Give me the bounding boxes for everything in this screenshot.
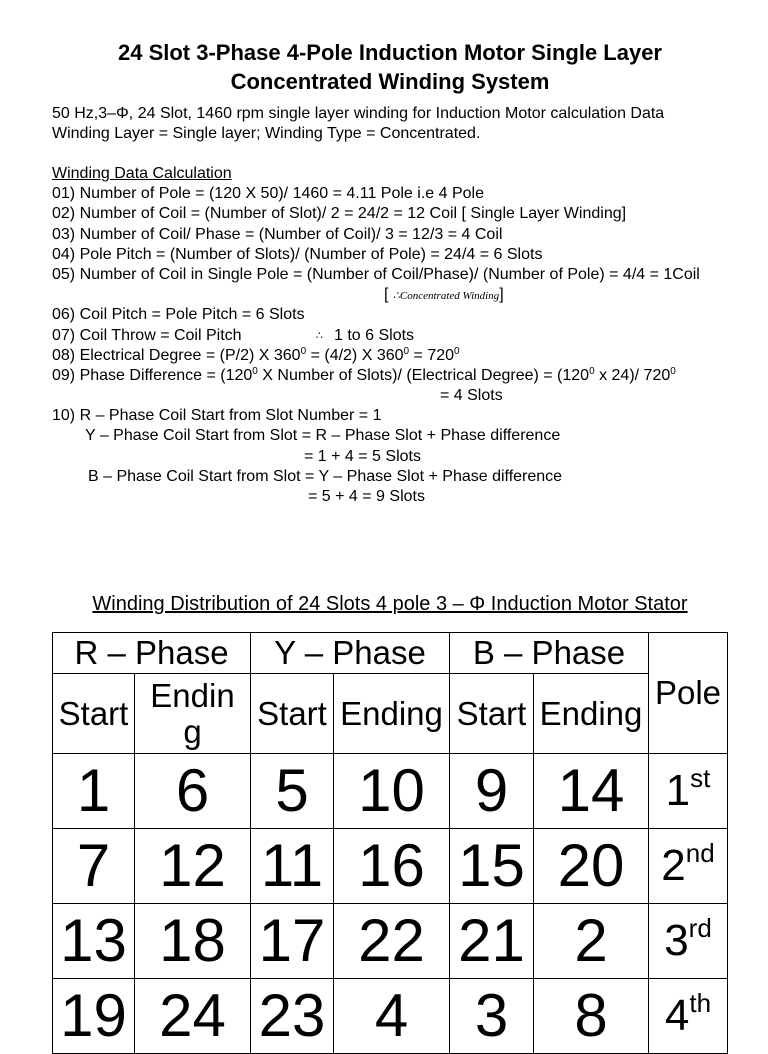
pole-header: Pole (649, 633, 728, 754)
pole-number: 1 (665, 766, 691, 815)
pole-ordinal: st (690, 763, 711, 793)
coil-throw-label: 07) Coil Throw = Coil Pitch (52, 326, 242, 344)
degree-mark: 0 (300, 345, 307, 357)
table-row (53, 904, 728, 979)
electrical-degree-b: = (4/2) X 360 (306, 346, 404, 364)
y-end-cell: 22 (334, 904, 450, 979)
phase-diff-c: x 24)/ 720 (594, 366, 671, 384)
concentrated-winding-note: ∴Concentrated Winding (392, 290, 500, 303)
calc-line-10-y-result-row (52, 447, 752, 467)
b-phase-header: B – Phase (450, 633, 649, 674)
y-start-cell: 17 (251, 904, 334, 979)
r-ending-header-part-1: Endin (150, 676, 235, 714)
pole-cell (649, 979, 728, 1054)
calc-line-02: 02) Number of Coil = (Number of Slot)/ 2 = 24/2 = 12 Coil [ Single Layer Winding] (52, 205, 627, 223)
y-phase-result: = 1 + 4 = 5 Slots (304, 447, 421, 465)
pole-number: 3 (664, 916, 689, 965)
b-phase-start: B – Phase Coil Start from Slot = Y – Phase Slot + Phase difference (88, 467, 563, 485)
y-phase-start: Y – Phase Coil Start from Slot = R – Phase Slot + Phase difference (85, 427, 561, 445)
pole-cell (649, 904, 728, 979)
table-row (53, 754, 728, 829)
y-start-cell: 23 (251, 979, 334, 1054)
y-end-cell: 16 (334, 829, 450, 904)
table-row (53, 979, 728, 1054)
calc-line-10-b-result-row (52, 487, 752, 507)
pole-cell (649, 829, 728, 904)
r-start-cell: 1 (53, 754, 135, 829)
phase-diff-result: = 4 Slots (440, 387, 503, 405)
pole-ordinal: th (689, 988, 712, 1018)
r-start-cell: 19 (53, 979, 135, 1054)
degree-mark: 0 (403, 345, 410, 357)
b-end-cell: 14 (534, 754, 649, 829)
electrical-degree-c: = 720 (409, 346, 455, 364)
note-bracket-open: [ (384, 286, 393, 304)
calc-line-10-y-row (52, 426, 752, 446)
phase-diff-a: 09) Phase Difference = (120 (52, 366, 253, 384)
pole-ordinal: nd (685, 838, 715, 868)
calc-line-03: 03) Number of Coil/ Phase = (Number of Coil)/ 3 = 12/3 = 4 Coil (52, 225, 503, 243)
table-row (53, 829, 728, 904)
b-end-cell: 8 (534, 979, 649, 1054)
pole-ordinal: rd (688, 913, 712, 943)
pole-cell (649, 754, 728, 829)
calc-line-05: 05) Number of Coil in Single Pole = (Number of Coil/Phase)/ (Number of Pole) = 4/4 = 1Coil (52, 265, 700, 283)
r-start-cell: 7 (53, 829, 135, 904)
b-start-cell: 3 (450, 979, 534, 1054)
pole-number: 4 (664, 991, 690, 1040)
calculation-section (52, 164, 752, 507)
degree-mark: 0 (252, 365, 258, 377)
calc-line-01: 01) Number of Pole = (120 X 50)/ 1460 = 4.11 Pole i.e 4 Pole (52, 185, 484, 203)
r-end-cell: 12 (135, 829, 251, 904)
r-phase-header: R – Phase (53, 633, 251, 674)
r-ending-header (135, 674, 251, 754)
calculation-heading: Winding Data Calculation (52, 165, 232, 182)
therefore-symbol: ∴ (316, 329, 323, 342)
y-start-cell: 11 (251, 829, 334, 904)
start-end-header-row (53, 674, 728, 754)
intro-text (52, 104, 664, 144)
b-phase-result: = 5 + 4 = 9 Slots (308, 488, 425, 505)
calc-line-10-b-row (52, 467, 752, 487)
calc-line-05-note (52, 285, 752, 305)
b-start-cell: 21 (450, 904, 534, 979)
b-ending-header: Ending (534, 674, 649, 754)
electrical-degree-a: 08) Electrical Degree = (P/2) X 360 (52, 346, 301, 364)
page-title (40, 38, 740, 96)
r-end-cell: 6 (135, 754, 251, 829)
y-start-header: Start (251, 674, 334, 754)
r-start-header: Start (53, 674, 135, 754)
winding-distribution-table (52, 632, 728, 1054)
r-ending-header-part-2: g (183, 712, 202, 750)
coil-throw-value: 1 to 6 Slots (334, 326, 415, 344)
distribution-title: Winding Distribution of 24 Slots 4 pole 3 – Φ Induction Motor Stator (92, 593, 688, 615)
y-ending-header: Ending (334, 674, 450, 754)
phase-diff-b: X Number of Slots)/ (Electrical Degree) = (120 (257, 366, 590, 384)
calc-line-07 (52, 326, 752, 346)
y-end-cell: 4 (334, 979, 450, 1054)
r-end-cell: 24 (135, 979, 251, 1054)
b-start-header: Start (450, 674, 534, 754)
y-start-cell: 5 (251, 754, 334, 829)
calc-line-08 (52, 346, 752, 366)
note-bracket-close: ] (499, 286, 504, 304)
intro-line-1: 50 Hz,3–Φ, 24 Slot, 1460 rpm single layer winding for Induction Motor calculation Data (52, 105, 665, 122)
calc-line-06: 06) Coil Pitch = Pole Pitch = 6 Slots (52, 306, 305, 324)
r-end-cell: 18 (135, 904, 251, 979)
pole-number: 2 (661, 841, 686, 890)
calc-line-09 (52, 366, 752, 386)
degree-mark: 0 (454, 345, 460, 357)
b-start-cell: 15 (450, 829, 534, 904)
title-line-2: Concentrated Winding System (230, 69, 550, 94)
calc-line-10-r: 10) R – Phase Coil Start from Slot Number = 1 (52, 407, 382, 425)
y-end-cell: 10 (334, 754, 450, 829)
b-start-cell: 9 (450, 754, 534, 829)
title-line-1: 24 Slot 3-Phase 4-Pole Induction Motor Single Layer (118, 40, 662, 65)
r-start-cell: 13 (53, 904, 135, 979)
b-end-cell: 2 (534, 904, 649, 979)
b-end-cell: 20 (534, 829, 649, 904)
y-phase-header: Y – Phase (251, 633, 450, 674)
degree-mark: 0 (589, 365, 595, 377)
calc-line-09-result-row (52, 386, 752, 406)
degree-mark: 0 (670, 365, 676, 377)
intro-line-2: Winding Layer = Single layer; Winding Type = Concentrated. (52, 125, 481, 142)
phase-header-row (53, 633, 728, 674)
calc-line-04: 04) Pole Pitch = (Number of Slots)/ (Number of Pole) = 24/4 = 6 Slots (52, 245, 543, 263)
